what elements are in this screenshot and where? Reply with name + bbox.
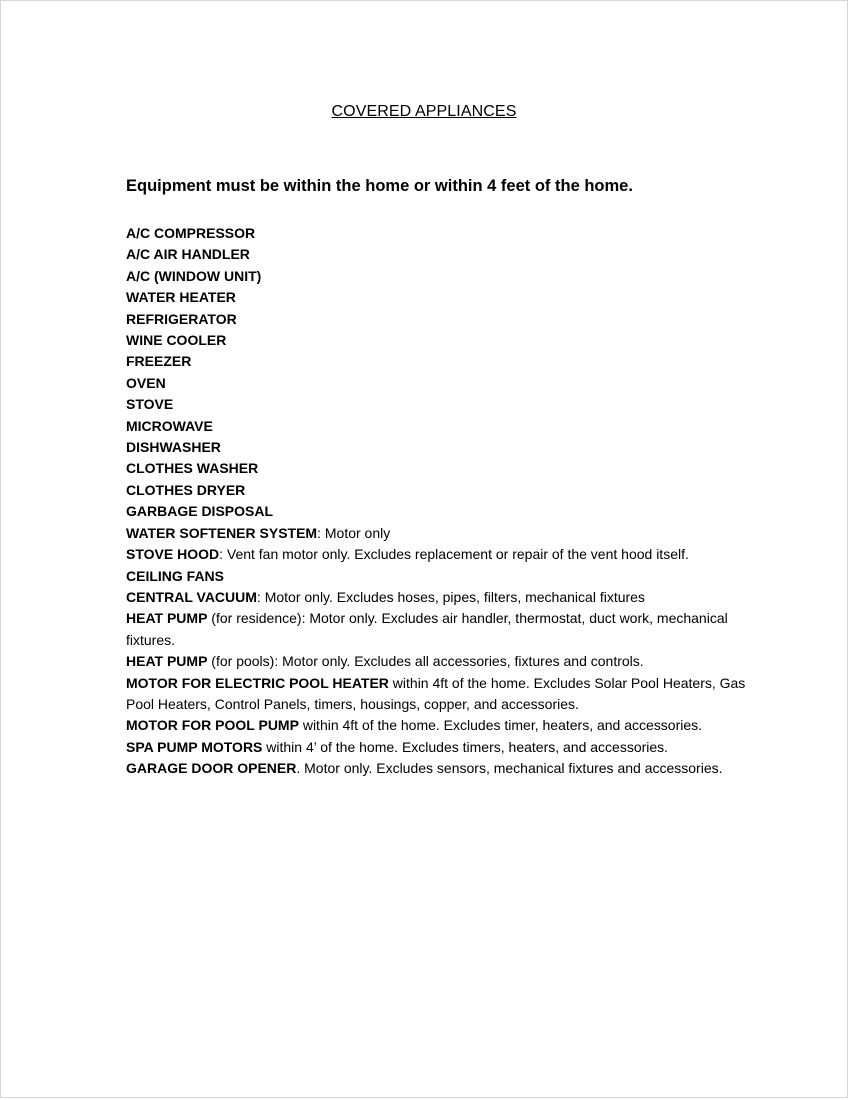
appliance-detail: within 4’ of the home. Excludes timers, heaters, and accessories. [262, 738, 669, 755]
appliance-detail: : Motor only [317, 524, 391, 541]
list-item [126, 501, 766, 522]
list-item [126, 608, 766, 651]
covered-appliance-list [126, 223, 766, 780]
appliance-name: REFRIGERATOR [126, 310, 237, 327]
list-item [126, 651, 766, 672]
list-item [126, 758, 766, 779]
appliance-name: A/C (WINDOW UNIT) [126, 267, 262, 284]
appliance-detail: within 4ft of the home. Excludes timer, heaters, and accessories. [298, 717, 703, 734]
list-item [126, 309, 766, 330]
appliance-name: STOVE [126, 396, 174, 413]
list-item [126, 416, 766, 437]
appliance-name: MOTOR FOR ELECTRIC POOL HEATER [126, 674, 389, 691]
appliance-name: GARBAGE DISPOSAL [126, 503, 274, 520]
appliance-name: FREEZER [126, 353, 192, 370]
list-item [126, 715, 766, 736]
list-item [126, 223, 766, 244]
list-item [126, 458, 766, 479]
list-item [126, 394, 766, 415]
page-title: COVERED APPLIANCES [331, 103, 517, 120]
list-item [126, 351, 766, 372]
appliance-name: DISHWASHER [126, 439, 221, 456]
appliance-detail: : Vent fan motor only. Excludes replacement or repair of the vent hood itself. [219, 546, 689, 563]
appliance-name: CEILING FANS [126, 567, 225, 584]
appliance-name: HEAT PUMP [126, 610, 208, 627]
appliance-detail: : Motor only. Excludes hoses, pipes, filters, mechanical fixtures [256, 588, 645, 605]
appliance-name: HEAT PUMP [126, 653, 208, 670]
appliance-name: SPA PUMP MOTORS [126, 738, 263, 755]
appliance-detail: . Motor only. Excludes sensors, mechanical fixtures and accessories. [296, 760, 723, 777]
list-item [126, 330, 766, 351]
appliance-name: MOTOR FOR POOL PUMP [126, 717, 299, 734]
appliance-detail: within 4ft of the home. Excludes Solar Pool Heaters, Gas Pool Heaters, Control Panels, timers, housings, copper, and accessories. [126, 674, 746, 712]
list-item [126, 373, 766, 394]
list-item [126, 287, 766, 308]
page-subtitle: Equipment must be within the home or within 4 feet of the home. [126, 177, 633, 195]
appliance-name: A/C AIR HANDLER [126, 246, 250, 263]
appliance-name: WATER HEATER [126, 289, 236, 306]
appliance-name: A/C COMPRESSOR [126, 225, 256, 241]
appliance-name: WATER SOFTENER SYSTEM [126, 524, 318, 541]
appliance-name: CENTRAL VACUUM [126, 588, 257, 605]
list-item [126, 437, 766, 458]
appliance-name: STOVE HOOD [126, 546, 220, 563]
list-item [126, 266, 766, 287]
appliance-name: MICROWAVE [126, 417, 213, 434]
appliance-detail: (for residence): Motor only. Excludes air handler, thermostat, duct work, mechanical fixtures. [126, 610, 728, 648]
appliance-name: WINE COOLER [126, 332, 227, 349]
list-item [126, 480, 766, 501]
list-item [126, 566, 766, 587]
list-item [126, 737, 766, 758]
list-item [126, 587, 766, 608]
list-item [126, 244, 766, 265]
appliance-detail: (for pools): Motor only. Excludes all accessories, fixtures and controls. [207, 653, 644, 670]
appliance-name: CLOTHES WASHER [126, 460, 259, 477]
list-item [126, 523, 766, 544]
list-item [126, 544, 766, 565]
appliance-name: OVEN [126, 374, 166, 391]
appliance-name: GARAGE DOOR OPENER [126, 760, 297, 777]
list-item [126, 673, 766, 716]
appliance-name: CLOTHES DRYER [126, 481, 246, 498]
